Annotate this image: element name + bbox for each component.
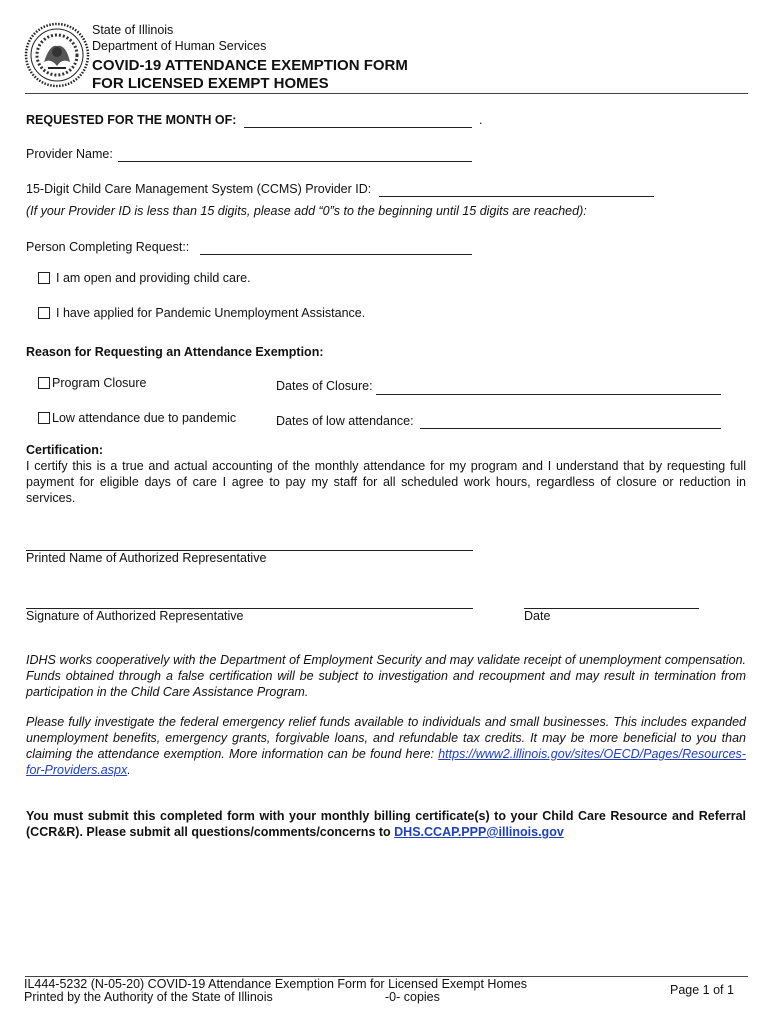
dates-closure-field[interactable] [376, 394, 721, 395]
program-closure-label: Program Closure [52, 376, 147, 390]
header-divider [25, 93, 748, 94]
submit-notice [26, 808, 746, 840]
person-completing-label: Person Completing Request:: [26, 240, 190, 254]
ccms-id-field[interactable] [379, 196, 654, 197]
low-attendance-label: Low attendance due to pandemic [52, 411, 237, 425]
month-label: REQUESTED FOR THE MONTH OF: [26, 113, 237, 127]
submit-email-link[interactable]: DHS.CCAP.PPP@illinois.gov [394, 825, 564, 839]
footer-copies: -0- copies [385, 990, 440, 1004]
applied-pua-label: I have applied for Pandemic Unemployment Assistance. [56, 306, 366, 320]
applied-pua-checkbox[interactable] [38, 307, 50, 319]
state-name: State of Illinois [92, 23, 174, 37]
idhs-notice: IDHS works cooperatively with the Department of Employment Security and may validate receipt of unemployment compensation. Funds obtained through a false certification will be subject to investigation and recoupment and may result in termination from participation in the Child Care Assistance Program. [26, 653, 746, 699]
signature-label: Signature of Authorized Representative [26, 609, 244, 623]
dates-closure-label: Dates of Closure: [276, 379, 373, 393]
resources-link-part1[interactable]: https://www2.illinois.gov/sites/OECD/Pages/ [438, 747, 683, 761]
low-attendance-checkbox[interactable] [38, 412, 50, 424]
ccms-id-note: (If your Provider ID is less than 15 digits, please add “0”s to the beginning until 15 digits are reached): [26, 204, 587, 218]
relief-notice-text: Please fully investigate the federal emergency relief funds available to individuals and small businesses. This includes expanded unemployment benefits, emergency grants, forgivable loans, and refundable tax credits. It may be more beneficial to you than claiming the attendance exemption. More information can be found here: [26, 715, 746, 761]
state-seal-icon [24, 22, 90, 88]
relief-notice-end: . [127, 763, 131, 777]
date-label: Date [524, 609, 551, 623]
certification-text: I certify this is a true and actual accounting of the monthly attendance for my program and I understand that by requesting full payment for eligible days of care I agree to pay my staff for all scheduled work hours, regardless of closure or reduction in services. [26, 459, 746, 505]
certification-heading: Certification: [26, 443, 104, 457]
provider-name-field[interactable] [118, 161, 472, 162]
reason-heading: Reason for Requesting an Attendance Exemption: [26, 345, 324, 359]
footer-printed-by: Printed by the Authority of the State of Illinois [24, 990, 273, 1004]
program-closure-checkbox[interactable] [38, 377, 50, 389]
footer-form-id: IL444-5232 (N-05-20) COVID-19 Attendance Exemption Form for Licensed Exempt Homes [24, 977, 528, 991]
form-title-line1: COVID-19 ATTENDANCE EXEMPTION FORM [92, 57, 408, 74]
provider-name-label: Provider Name: [26, 147, 113, 161]
form-title-line2: FOR LICENSED EXEMPT HOMES [92, 75, 329, 92]
printed-name-label: Printed Name of Authorized Representative [26, 551, 267, 565]
month-suffix: . [479, 113, 483, 127]
open-providing-label: I am open and providing child care. [56, 271, 251, 285]
relief-notice [26, 714, 746, 778]
dates-low-label: Dates of low attendance: [276, 414, 414, 428]
ccms-id-label: 15-Digit Child Care Management System (CCMS) Provider ID: [26, 182, 372, 196]
month-field[interactable] [244, 127, 472, 128]
resources-link-part2[interactable]: Resources-for-Providers.aspx [26, 747, 746, 777]
person-completing-field[interactable] [200, 254, 472, 255]
department-name: Department of Human Services [92, 39, 267, 53]
dates-low-field[interactable] [420, 428, 721, 429]
footer-page-number: Page 1 of 1 [670, 983, 734, 997]
open-providing-checkbox[interactable] [38, 272, 50, 284]
submit-notice-text: You must submit this completed form with your monthly billing certificate(s) to your Child Care Resource and Referral (CCR&R). Please submit all questions/comments/concerns to [26, 809, 746, 839]
